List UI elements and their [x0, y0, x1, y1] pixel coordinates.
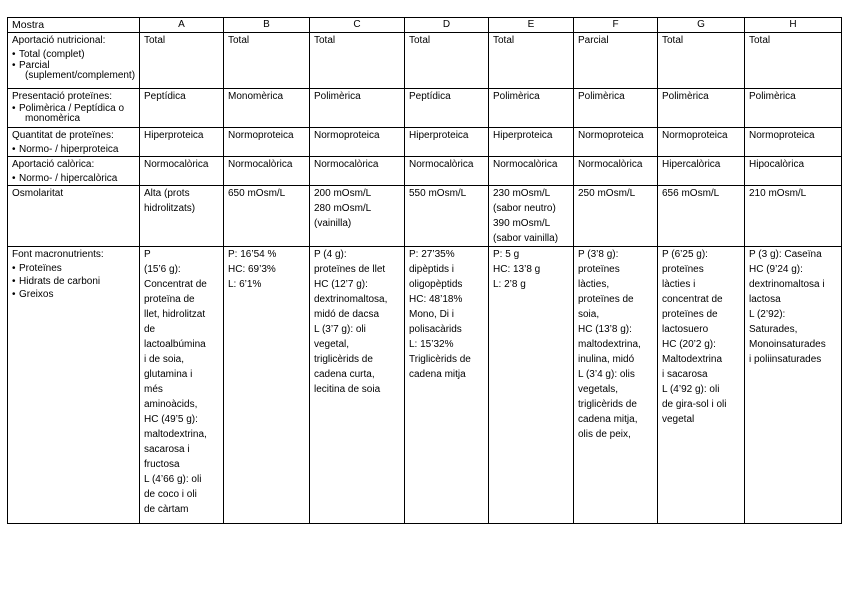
header-col-a: A — [140, 18, 224, 33]
table-cell-g — [658, 247, 745, 524]
cell-line: Polimèrica — [662, 91, 709, 102]
cell-line: Polimèrica — [578, 91, 625, 102]
cell-line: cadena mitja, — [578, 414, 638, 425]
row-label-option-text: Parcial — [19, 60, 50, 71]
table-cell-h — [745, 247, 842, 524]
table-row-protein-presentation — [8, 89, 842, 128]
table-cell-h — [745, 33, 842, 89]
table-cell-b — [224, 157, 310, 186]
table-cell-e — [489, 247, 574, 524]
cell-line: dipèptids i — [409, 264, 455, 275]
table-cell-b — [224, 247, 310, 524]
cell-line: de — [144, 324, 156, 335]
row-label — [8, 33, 140, 89]
cell-line: HC (13’8 g): — [578, 324, 632, 335]
table-row-protein-quantity — [8, 128, 842, 157]
row-label-option — [12, 262, 139, 275]
table-cell-a — [140, 33, 224, 89]
cell-line: Normocalòrica — [314, 159, 379, 170]
cell-line: lactoalbúmina — [144, 339, 206, 350]
row-label-options — [12, 104, 139, 124]
cell-line: 656 mOsm/L — [662, 188, 720, 199]
cell-line: Monomèrica — [228, 91, 284, 102]
cell-line: L (4’66 g): oli — [144, 474, 202, 485]
cell-line: cadena curta, — [314, 369, 375, 380]
table-cell-c — [310, 247, 405, 524]
cell-line: més — [144, 384, 163, 395]
header-row — [8, 18, 842, 33]
cell-line: Normocalòrica — [409, 159, 474, 170]
table-cell-b — [224, 128, 310, 157]
nutrition-comparison-table — [7, 17, 842, 524]
cell-line: HC: 48’18% — [409, 294, 463, 305]
cell-line: Hipercalòrica — [662, 159, 721, 170]
row-label-option-text: Proteïnes — [19, 263, 62, 274]
table-cell-c — [310, 157, 405, 186]
cell-line: P (4 g): — [314, 249, 347, 260]
header-col-e: E — [489, 18, 574, 33]
table-cell-h — [745, 128, 842, 157]
cell-line: lactosuero — [662, 324, 709, 335]
table-cell-e — [489, 89, 574, 128]
row-label-option-text: Total (complet) — [19, 49, 85, 60]
row-label-option-text: Normo- / hiperproteica — [19, 144, 119, 155]
cell-line: Concentrat de — [144, 279, 207, 290]
cell-line: Normoproteica — [749, 130, 815, 141]
cell-line: Hiperproteica — [409, 130, 469, 141]
cell-line: llet, hidrolitzat — [144, 309, 206, 320]
cell-line: P (6’25 g): — [662, 249, 708, 260]
table-cell-a — [140, 157, 224, 186]
cell-line: Normocalòrica — [493, 159, 558, 170]
cell-line: Normocalòrica — [144, 159, 209, 170]
cell-line: Normoproteica — [662, 130, 728, 141]
table-cell-b — [224, 186, 310, 247]
cell-line: 390 mOsm/L — [493, 218, 551, 229]
cell-line: proteïnes — [578, 264, 620, 275]
row-label-option — [12, 172, 139, 185]
row-label-title: Aportació calòrica: — [12, 159, 95, 170]
table-cell-g — [658, 89, 745, 128]
row-label-title: Aportació nutricional: — [12, 35, 106, 46]
cell-line: vegetal, — [314, 339, 350, 350]
row-label-title: Quantitat de proteïnes: — [12, 130, 114, 141]
cell-line: concentrat de — [662, 294, 723, 305]
cell-line: i sacarosa — [662, 369, 708, 380]
cell-line: HC: 69’3% — [228, 264, 276, 275]
cell-line: Alta (prots — [144, 188, 190, 199]
cell-line: P: 16’54 % — [228, 249, 277, 260]
table-cell-f — [574, 128, 658, 157]
cell-line: hidrolitzats) — [144, 203, 196, 214]
table-cell-h — [745, 186, 842, 247]
cell-line: L: 15’32% — [409, 339, 454, 350]
cell-line: proteïnes de — [662, 309, 718, 320]
cell-line: Saturades, — [749, 324, 798, 335]
cell-line: HC (12’7 g): — [314, 279, 368, 290]
table-row-macronutrient-sources — [8, 247, 842, 524]
table-cell-e — [489, 33, 574, 89]
row-label-option-text: Greixos — [19, 289, 54, 300]
table-cell-a — [140, 128, 224, 157]
row-label-option — [12, 143, 139, 156]
cell-line: (sabor vainilla) — [493, 233, 559, 244]
cell-line: i de soia, — [144, 354, 185, 365]
table-cell-b — [224, 33, 310, 89]
cell-line: Parcial — [578, 35, 609, 46]
cell-line: Polimèrica — [749, 91, 796, 102]
row-label-options — [12, 262, 139, 301]
row-label-options — [12, 48, 139, 81]
table-cell-g — [658, 186, 745, 247]
table-cell-f — [574, 33, 658, 89]
cell-line: làcties, — [578, 279, 610, 290]
row-label-options — [12, 143, 139, 156]
cell-line: proteïnes de — [578, 294, 634, 305]
cell-line: P (3’8 g): — [578, 249, 619, 260]
cell-line: maltodextrina, — [144, 429, 207, 440]
row-label-option — [12, 104, 139, 124]
cell-line: sacarosa i — [144, 444, 190, 455]
cell-line: olis de peix, — [578, 429, 631, 440]
cell-line: 210 mOsm/L — [749, 188, 807, 199]
cell-line: dextrinomaltosa, — [314, 294, 388, 305]
cell-line: maltodextrina, — [578, 339, 641, 350]
cell-line: Normoproteica — [314, 130, 380, 141]
cell-line: làcties i — [662, 279, 696, 290]
table-row-nutritional-contribution — [8, 33, 842, 89]
cell-line: proteïna de — [144, 294, 195, 305]
cell-line: L: 2’8 g — [493, 279, 526, 290]
cell-line: Normocalòrica — [228, 159, 293, 170]
cell-line: Total — [749, 35, 771, 46]
row-label-title: Osmolaritat — [12, 188, 64, 199]
cell-line: inulina, midó — [578, 354, 635, 365]
cell-line: HC (20’2 g): — [662, 339, 716, 350]
cell-line: 280 mOsm/L — [314, 203, 372, 214]
row-label — [8, 128, 140, 157]
header-label: Mostra — [8, 18, 140, 33]
cell-line: Triglicèrids de — [409, 354, 471, 365]
table-row-caloric-contribution — [8, 157, 842, 186]
cell-line: Monoinsaturades — [749, 339, 826, 350]
cell-line: polisacàrids — [409, 324, 462, 335]
table-row-osmolarity — [8, 186, 842, 247]
table-cell-d — [405, 128, 489, 157]
cell-line: lecitina de soia — [314, 384, 381, 395]
cell-line: fructosa — [144, 459, 180, 470]
header-col-c: C — [310, 18, 405, 33]
cell-line: de coco i oli — [144, 489, 197, 500]
row-label-option-text: Polimèrica / Peptídica o — [19, 103, 125, 114]
cell-line: Total — [662, 35, 684, 46]
cell-line: dextrinomaltosa i — [749, 279, 825, 290]
cell-line: Hiperproteica — [493, 130, 553, 141]
cell-line: cadena mitja — [409, 369, 466, 380]
cell-line: 650 mOsm/L — [228, 188, 286, 199]
cell-line: de gira-sol i oli — [662, 399, 727, 410]
table-cell-h — [745, 89, 842, 128]
cell-line: P: 5 g — [493, 249, 520, 260]
cell-line: L (3’4 g): olis — [578, 369, 635, 380]
row-label — [8, 157, 140, 186]
cell-line: 250 mOsm/L — [578, 188, 636, 199]
header-col-h: H — [745, 18, 842, 33]
cell-line: 550 mOsm/L — [409, 188, 467, 199]
cell-line: vegetal — [662, 414, 695, 425]
table-cell-f — [574, 89, 658, 128]
row-label-option — [12, 61, 139, 81]
cell-line: Normocalòrica — [578, 159, 643, 170]
table-cell-c — [310, 33, 405, 89]
table-cell-g — [658, 128, 745, 157]
cell-line: L (4’92 g): oli — [662, 384, 720, 395]
header-col-f: F — [574, 18, 658, 33]
table-cell-c — [310, 186, 405, 247]
table-cell-d — [405, 157, 489, 186]
row-label-option — [12, 288, 139, 301]
cell-line: Mono, Di i — [409, 309, 455, 320]
table-body — [8, 33, 842, 524]
cell-line: L: 6’1% — [228, 279, 262, 290]
cell-line: P (3 g): Caseïna — [749, 249, 822, 260]
table-cell-e — [489, 157, 574, 186]
cell-line: Normoproteica — [578, 130, 644, 141]
table-cell-b — [224, 89, 310, 128]
table-cell-d — [405, 89, 489, 128]
cell-line: proteïnes de llet — [314, 264, 386, 275]
table-cell-a — [140, 186, 224, 247]
cell-line: HC (9’24 g): — [749, 264, 803, 275]
cell-line: vegetals, — [578, 384, 619, 395]
table-cell-f — [574, 157, 658, 186]
cell-line: midó de dacsa — [314, 309, 380, 320]
cell-line: i poliinsaturades — [749, 354, 822, 365]
cell-line: lactosa — [749, 294, 781, 305]
cell-line: oligopèptids — [409, 279, 463, 290]
header-col-b: B — [224, 18, 310, 33]
row-label — [8, 89, 140, 128]
cell-line: Maltodextrina — [662, 354, 723, 365]
cell-line: L (2’92): — [749, 309, 786, 320]
row-label — [8, 186, 140, 247]
cell-line: (sabor neutro) — [493, 203, 556, 214]
row-label-title: Presentació proteïnes: — [12, 91, 113, 102]
cell-line: Hipocalòrica — [749, 159, 805, 170]
cell-line: HC (49’5 g): — [144, 414, 198, 425]
cell-line: P — [144, 249, 151, 260]
cell-line: Polimèrica — [493, 91, 540, 102]
table-cell-c — [310, 128, 405, 157]
cell-line: Total — [144, 35, 166, 46]
cell-line: 230 mOsm/L — [493, 188, 551, 199]
cell-line: L (3’7 g): oli — [314, 324, 366, 335]
cell-line: triglicèrids de — [578, 399, 637, 410]
row-label-option-continuation: (suplement/complement) — [25, 70, 136, 81]
table-cell-g — [658, 33, 745, 89]
header-col-g: G — [658, 18, 745, 33]
table-cell-d — [405, 33, 489, 89]
cell-line: soia, — [578, 309, 600, 320]
table-cell-a — [140, 247, 224, 524]
row-label — [8, 247, 140, 524]
cell-line: (vainilla) — [314, 218, 352, 229]
cell-line: 200 mOsm/L — [314, 188, 372, 199]
row-label-options — [12, 172, 139, 185]
row-label-title: Font macronutrients: — [12, 249, 104, 260]
table-cell-e — [489, 128, 574, 157]
table-cell-f — [574, 186, 658, 247]
table-cell-d — [405, 247, 489, 524]
cell-line: proteïnes — [662, 264, 704, 275]
cell-line: aminoàcids, — [144, 399, 198, 410]
table-cell-f — [574, 247, 658, 524]
cell-line: de càrtam — [144, 504, 189, 515]
cell-line: Polimèrica — [314, 91, 361, 102]
cell-line: Total — [228, 35, 250, 46]
cell-line: HC: 13’8 g — [493, 264, 541, 275]
cell-line: triglicèrids de — [314, 354, 373, 365]
row-label-option-text: Hidrats de carboni — [19, 276, 101, 287]
table-cell-a — [140, 89, 224, 128]
cell-line: (15’6 g): — [144, 264, 181, 275]
table-cell-h — [745, 157, 842, 186]
table-cell-g — [658, 157, 745, 186]
cell-line: Total — [409, 35, 431, 46]
cell-line: P: 27’35% — [409, 249, 455, 260]
table-cell-e — [489, 186, 574, 247]
row-label-option-text: Normo- / hipercalòrica — [19, 173, 118, 184]
cell-line: glutamina i — [144, 369, 193, 380]
cell-line: Peptídica — [144, 91, 186, 102]
table-cell-c — [310, 89, 405, 128]
table-cell-d — [405, 186, 489, 247]
cell-line: Normoproteica — [228, 130, 294, 141]
cell-line: Hiperproteica — [144, 130, 204, 141]
cell-line: Total — [314, 35, 336, 46]
header-col-d: D — [405, 18, 489, 33]
cell-line: Peptídica — [409, 91, 451, 102]
row-label-option — [12, 275, 139, 288]
row-label-option-continuation: monomèrica — [25, 113, 81, 124]
cell-line: Total — [493, 35, 515, 46]
